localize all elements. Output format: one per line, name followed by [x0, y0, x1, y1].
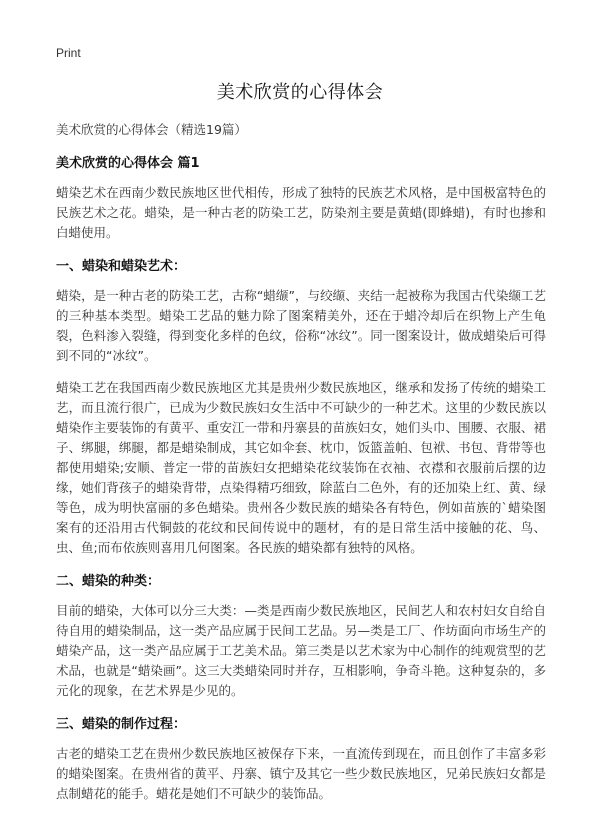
- section-heading-3: 三、蜡染的制作过程：: [56, 717, 187, 732]
- print-link[interactable]: Print: [56, 46, 81, 60]
- paragraph-section1-b: 蜡染工艺在我国西南少数民族地区尤其是贵州少数民族地区，继承和发扬了传统的蜡染工艺，而且流行很广，已成为少数民族妇女生活中不可缺少的一种艺术。这里的少数民族以蜡染作主要装饰的有黄平、重安江一带和丹寨县的苗族妇女，她们头巾、围腰、衣服、裙子、绑腿，绑腿，都是蜡染制成，其它如伞套、枕巾，饭篮盖帕、包袱、书包、背带等也都使用蜡染;安顺、普定一带的苗族妇女把蜡染花纹装饰在衣袖、衣襟和衣服前后摆的边缘，她们背孩子的蜡染背带，点染得精巧细致，除蓝白二色外，有的还加染上红、黄、绿等色，成为明快富丽的多色蜡染。贵州各少数民族的蜡染各有特色，例如苗族的`蜡染图案有的还沿用古代铜鼓的花纹和民间传说中的题材，有的是日常生活中接触的花、鸟、虫、鱼;而布依族则喜用几何图案。各民族的蜡染都有独特的风格。: [56, 380, 546, 555]
- page-title: 美术欣赏的心得体会: [216, 82, 384, 103]
- subtitle: 美术欣赏的心得体会（精选19篇）: [56, 122, 247, 137]
- article-body: [56, 120, 546, 816]
- article-heading: 美术欣赏的心得体会 篇1: [56, 156, 200, 171]
- paragraph-section3: 古老的蜡染工艺在贵州少数民族地区被保存下来，一直流传到现在，而且创作了丰富多彩的蜡染图案。在贵州省的黄平、丹寨、镇宁及其它一些少数民族地区，兄弟民族妇女都是点制蜡花的能手。蜡花是她们不可缺少的装饰品。: [56, 746, 546, 801]
- section-heading-1: 一、蜡染和蜡染艺术：: [56, 259, 187, 274]
- paragraph-intro: 蜡染艺术在西南少数民族地区世代相传，形成了独特的民族艺术风格，是中国极富特色的民族艺术之花。蜡染，是一种古老的防染工艺，防染剂主要是黄蜡(即蜂蜡)，有时也掺和白蜡使用。: [56, 185, 546, 240]
- section-heading-2: 二、蜡染的种类：: [56, 574, 161, 589]
- paragraph-section1-a: 蜡染，是一种古老的防染工艺，古称“蜡缬”，与绞缬、夹结一起被称为我国古代染缬工艺的三种基本类型。蜡染工艺品的魅力除了图案精美外，还在于蜡冷却后在织物上产生龟裂，色料渗入裂缝，得到变化多样的色纹，俗称“冰纹”。同一图案设计，做成蜡染后可得到不同的“冰纹”。: [56, 288, 546, 363]
- paragraph-section2: 目前的蜡染，大体可以分三大类：—类是西南少数民族地区，民间艺人和农村妇女自给自待自用的蜡染制品，这一类产品应属于民间工艺品。另—类是工厂、作坊面向市场生产的蜡染产品，这一类产品应属于工艺美术品。第三类是以艺术家为中心制作的纯观赏型的艺术品，也就是“蜡染画”。这三大类蜡染同时并存，互相影响，争奇斗艳。这种复杂的，多元化的现象，在艺术界是少见的。: [56, 603, 546, 698]
